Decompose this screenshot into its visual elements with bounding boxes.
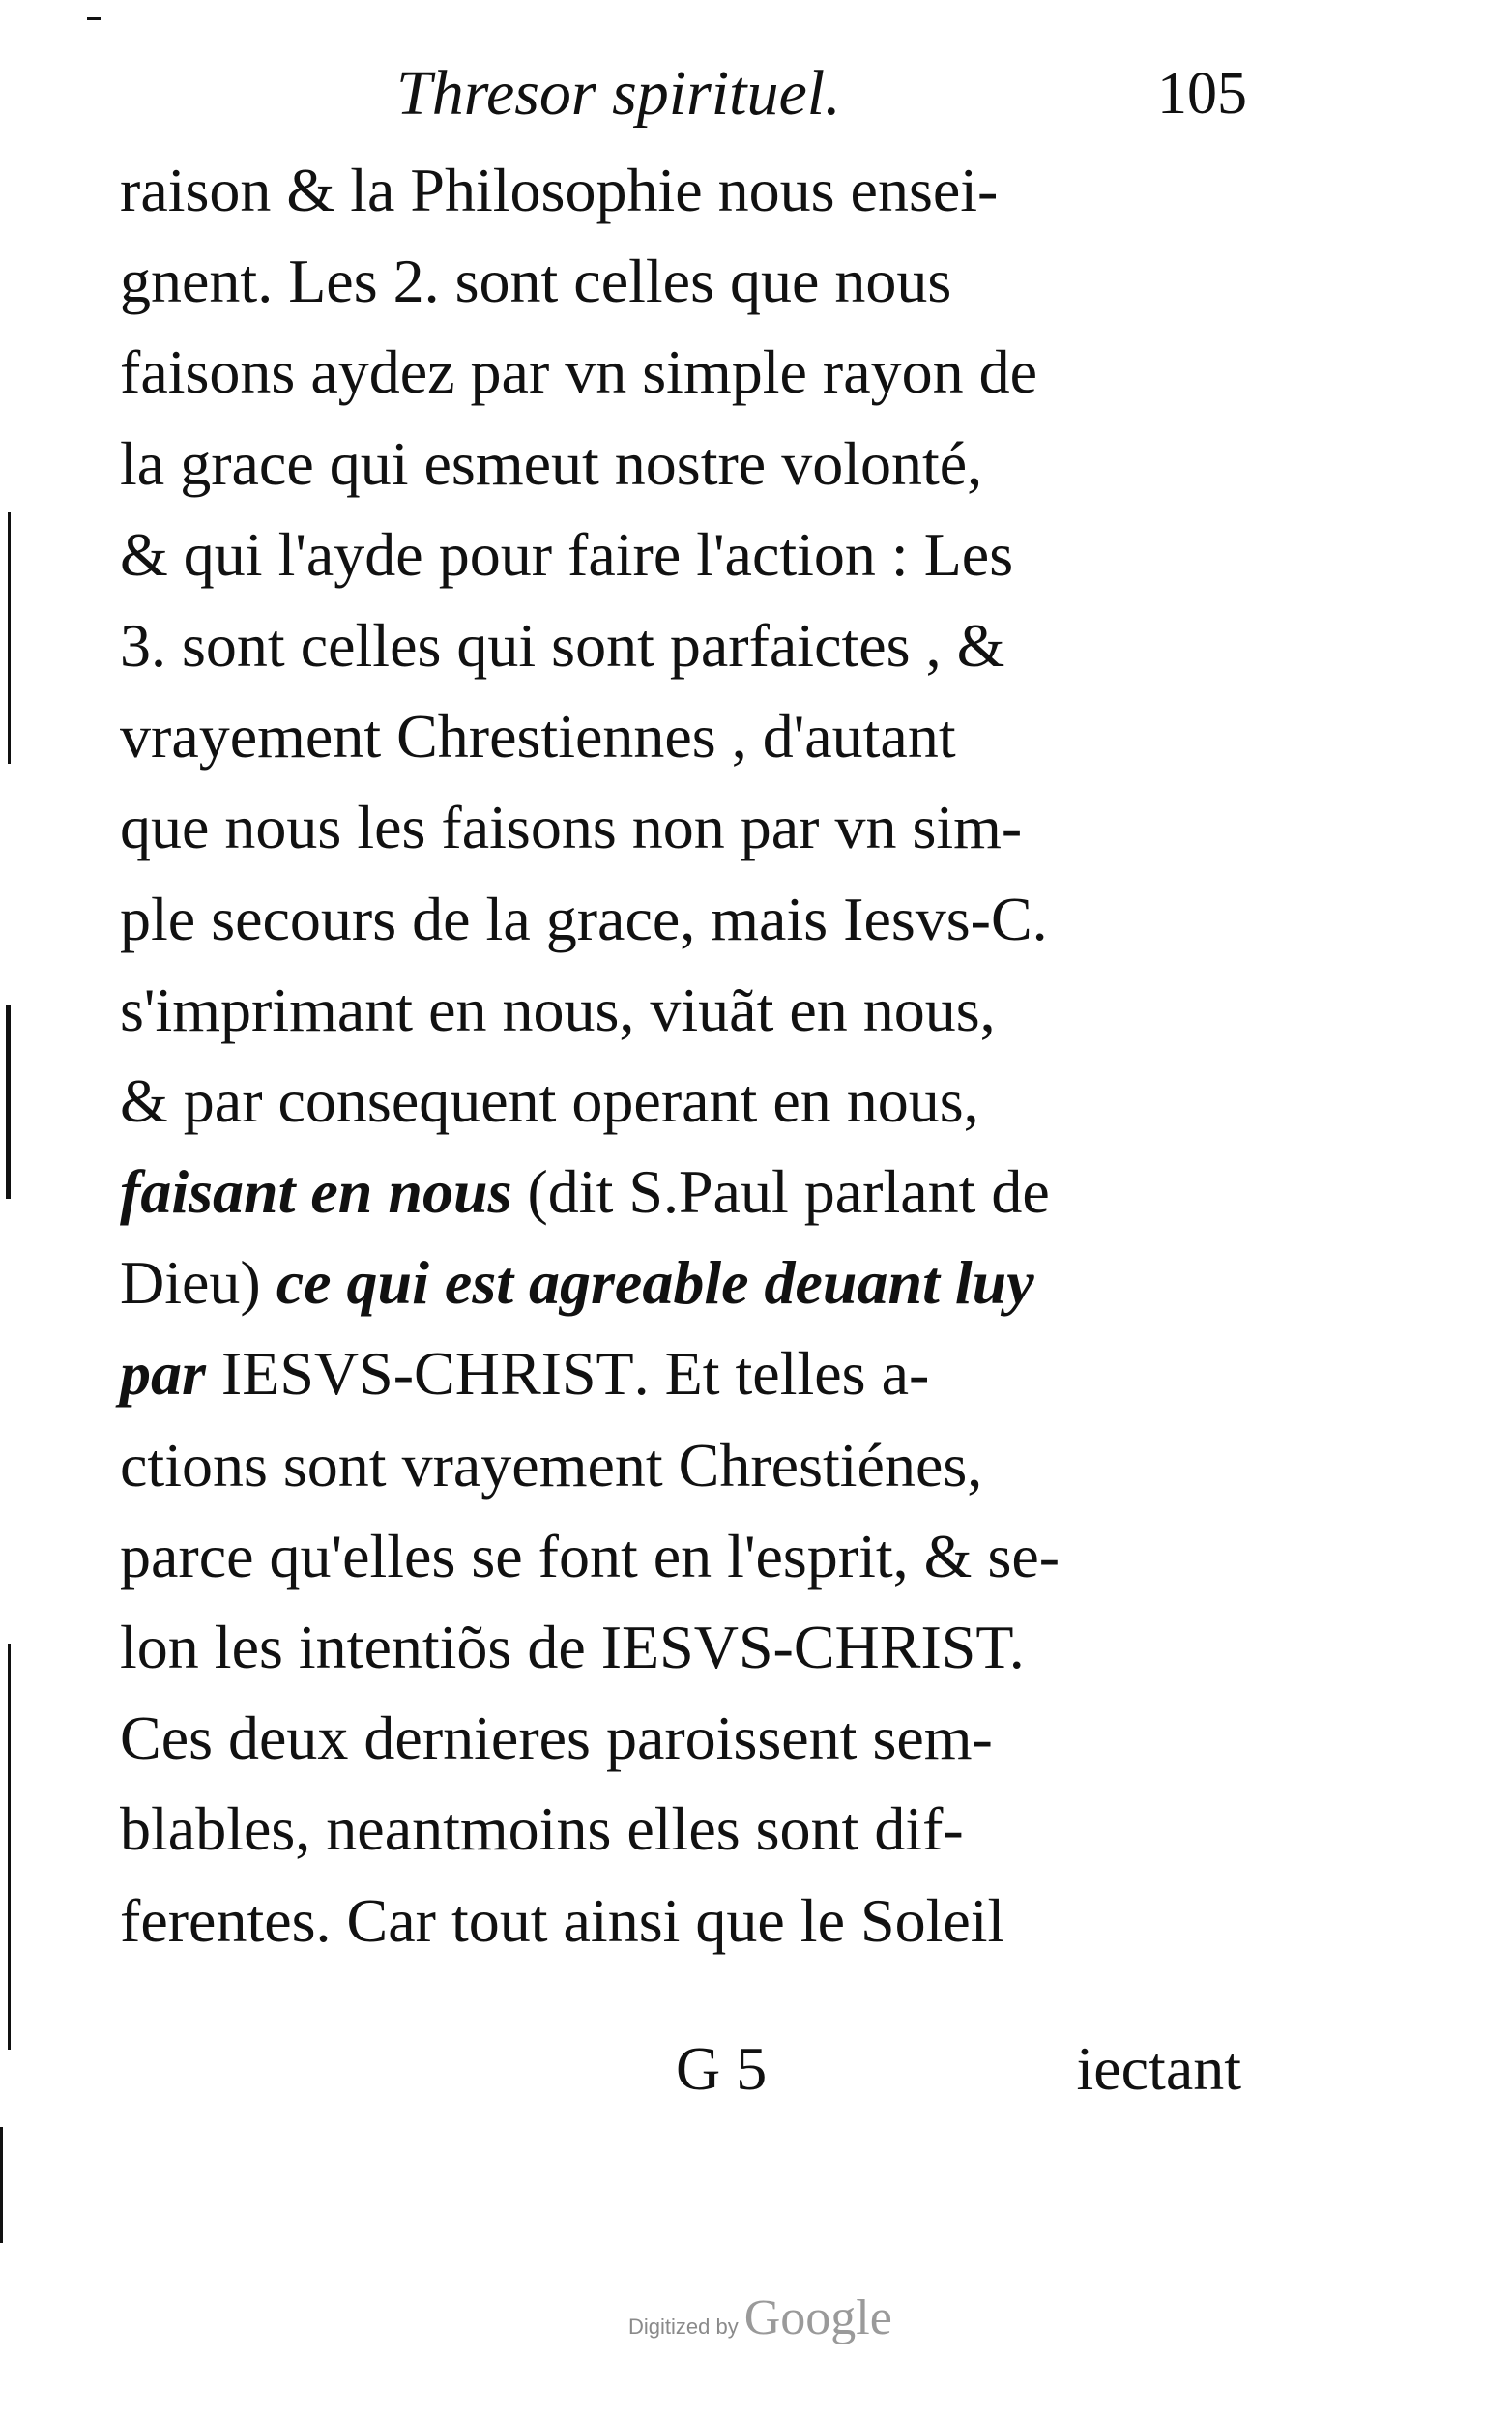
text-line (120, 691, 1241, 782)
digitized-watermark (628, 2289, 892, 2347)
text-segment: la grace qui esmeut nostre volonté, (120, 428, 983, 498)
text-segment: lon les intentiõs de IESVS-CHRIST. (120, 1613, 1025, 1681)
body-text (120, 145, 1241, 1966)
text-line (120, 145, 1241, 236)
text-line (120, 1238, 1241, 1328)
text-line (120, 1876, 1241, 1966)
text-segment: par (120, 1339, 206, 1409)
text-segment: faisons aydez par vn simple rayon de (120, 337, 1038, 407)
scan-edge-mark (87, 17, 101, 20)
text-segment: vrayement Chrestiennes , d'autant (120, 702, 956, 772)
text-segment: gnent. Les 2. sont celles que nous (120, 247, 952, 316)
text-line (120, 236, 1241, 327)
text-segment: Dieu) (120, 1248, 276, 1318)
signature-mark: G 5 (676, 2034, 768, 2103)
text-segment: s'imprimant en nous, viuãt en nous, (120, 975, 996, 1044)
text-line (120, 965, 1241, 1056)
page-header (396, 50, 1247, 137)
text-line (120, 1056, 1241, 1147)
text-segment: . Et telles a- (633, 1339, 930, 1409)
text-segment: Ces deux dernieres paroissent sem- (120, 1704, 993, 1773)
text-segment: parce qu'elles se font en l'esprit, & se- (120, 1521, 1061, 1590)
text-segment: (dit S.Paul parlant de (511, 1157, 1050, 1227)
text-line (120, 1784, 1241, 1875)
scan-edge-mark (6, 1005, 11, 1199)
text-line (120, 1420, 1241, 1511)
page-footer (120, 2021, 1241, 2117)
text-segment: blables, neantmoins elles sont dif- (120, 1794, 964, 1864)
text-line (120, 510, 1241, 600)
watermark-logo: Google (743, 2290, 892, 2345)
text-segment: ple secours de la grace, mais Iesvs-C. (120, 884, 1048, 953)
text-segment: que nous les faisons non par vn sim- (120, 793, 1023, 862)
text-line (120, 1147, 1241, 1238)
text-segment: & qui l'ayde pour faire l'action : Les (120, 519, 1014, 589)
text-line (120, 1328, 1241, 1419)
text-segment: ferentes. Car tout ainsi que le Soleil (120, 1885, 1005, 1955)
text-line (120, 419, 1241, 510)
running-title: Thresor spirituel. (396, 58, 841, 129)
text-segment: 3. sont celles qui sont parfaictes , & (120, 610, 1005, 680)
catchword: iectant (1076, 2034, 1241, 2103)
text-segment: ce qui est agreable deuant luy (276, 1248, 1034, 1318)
text-segment: ctions sont vrayement Chrestiénes, (120, 1430, 983, 1500)
scan-edge-mark (0, 2127, 3, 2243)
text-line (120, 1511, 1241, 1602)
scan-edge-mark (8, 512, 11, 764)
text-segment: faisant en nous (120, 1157, 512, 1227)
text-segment: & par consequent operant en nous, (120, 1065, 979, 1135)
text-line (120, 1602, 1241, 1693)
text-segment: IESVS-CHRIST (205, 1339, 634, 1409)
scan-edge-mark (8, 1644, 11, 2050)
text-line (120, 874, 1241, 965)
text-segment: raison & la Philosophie nous ensei- (120, 156, 999, 224)
text-line (120, 600, 1241, 691)
watermark-prefix: Digitized by (628, 2315, 739, 2339)
text-line (120, 327, 1241, 418)
text-line (120, 1693, 1241, 1784)
text-line (120, 782, 1241, 873)
page-number: 105 (1157, 61, 1247, 127)
